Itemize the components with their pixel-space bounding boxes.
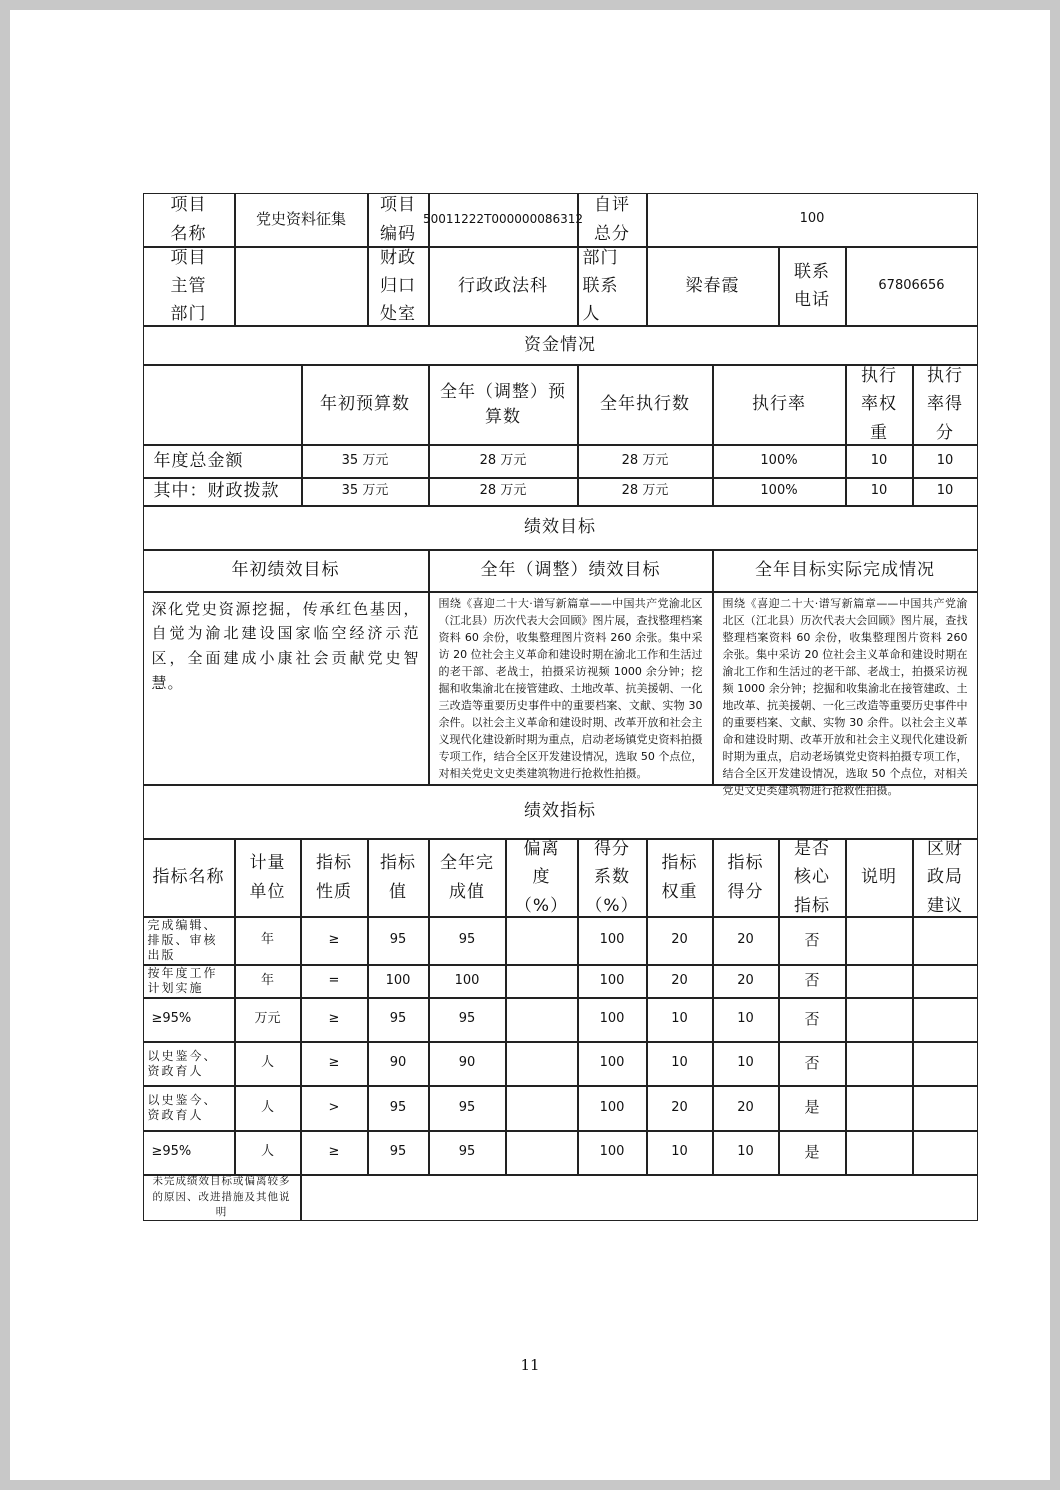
funds-header-initial-budget: 年初预算数 [302,365,429,445]
goal-actual-text: 围绕《喜迎二十大·谱写新篇章——中国共产党渝北区（江北县）历次代表大会回顾》图片展，查找整理档案资料 60 余份，收集整理图片资料 260 余张。集中采访 20 位社会主义革命和建设时期在渝北工作和生活过的老干部、老战士，拍摄采访视频 1000 余分钟；挖掘和收集渝北在接管建政、土地改革、抗美援朝、一化三改造等重要历史事件中的重要档案、文献、实物 30 余件。以社会主义革命和建设时期、改革开放和社会主义现代化建设新时期为重点，启动老场镇党史资料拍摄专项工作，结合全区开发建设情况，选取 50 个点位，对相关党史文史类建筑物进行抢救性拍摄。 [713,592,978,785]
ind-row-3-nature: ≥ [301,998,368,1042]
ind-row-2-score: 20 [713,965,779,998]
goal-adjusted-text: 围绕《喜迎二十大·谱写新篇章——中国共产党渝北区（江北县）历次代表大会回顾》图片展，查找整理档案资料 60 余份，收集整理图片资料 260 余张。集中采访 20 位社会主义革命和建设时期在渝北工作和生活过的老干部、老战士，拍摄采访视频 1000 余分钟；挖掘和收集渝北在接管建政、土地改革、抗美援朝、一化三改造等重要历史事件中的重要档案、文献、实物 30 余件。以社会主义革命和建设时期、改革开放和社会主义现代化建设新时期为重点，启动老场镇党史资料拍摄专项工作，结合全区开发建设情况，选取 50 个点位，对相关党史文史类建筑物进行抢救性拍摄。 [429,592,713,785]
funds-fiscal-adjusted: 28 万元 [429,478,578,506]
goals-section-title: 绩效目标 [143,506,978,550]
funds-header-executed: 全年执行数 [578,365,713,445]
funds-row-total-label: 年度总金额 [143,445,302,478]
ind-row-3-target: 95 [368,998,429,1042]
ind-row-5-core: 是 [779,1086,846,1131]
ind-row-3-name: ≥95% [143,998,235,1042]
page-number: 11 [520,1356,540,1374]
contact-label: 部门 联系 人 [578,247,647,326]
ind-row-2-name: 按年度工作计划实施 [143,965,235,998]
project-code-label: 项目 编码 [368,193,429,247]
ind-header-bureau: 区财 政局 建议 [913,839,978,917]
ind-row-3-coefficient: 100 [578,998,647,1042]
document-page [10,10,1050,1480]
goals-header-adjusted: 全年（调整）绩效目标 [429,550,713,592]
ind-row-3-weight: 10 [647,998,713,1042]
ind-row-4-deviation [506,1042,578,1086]
ind-row-1-core: 否 [779,917,846,965]
ind-row-4-nature: ≥ [301,1042,368,1086]
funds-total-score: 10 [913,445,978,478]
ind-row-4-bureau [913,1042,978,1086]
funds-fiscal-score: 10 [913,478,978,506]
ind-row-2-deviation [506,965,578,998]
ind-row-3-score: 10 [713,998,779,1042]
ind-row-5-weight: 20 [647,1086,713,1131]
funds-header-adjusted-budget: 全年（调整）预 算数 [429,365,578,445]
ind-header-core: 是否 核心 指标 [779,839,846,917]
goals-header-initial: 年初绩效目标 [143,550,429,592]
goals-header-actual: 全年目标实际完成情况 [713,550,978,592]
ind-row-3-completed: 95 [429,998,506,1042]
ind-row-2-note [846,965,913,998]
ind-row-6-nature: ≥ [301,1131,368,1175]
project-name-label: 项目 名称 [143,193,235,247]
contact-person: 梁春霞 [647,247,779,326]
ind-row-5-completed: 95 [429,1086,506,1131]
ind-row-1-weight: 20 [647,917,713,965]
ind-row-2-completed: 100 [429,965,506,998]
self-score-label: 自评 总分 [578,193,647,247]
ind-row-2-unit: 年 [235,965,301,998]
ind-row-6-score: 10 [713,1131,779,1175]
ind-row-1-score: 20 [713,917,779,965]
ind-row-6-name: ≥95% [143,1131,235,1175]
ind-row-4-note [846,1042,913,1086]
funds-fiscal-weight: 10 [846,478,913,506]
ind-row-2-bureau [913,965,978,998]
funds-header-rate-weight: 执行 率权 重 [846,365,913,445]
ind-row-6-completed: 95 [429,1131,506,1175]
ind-row-2-core: 否 [779,965,846,998]
ind-row-6-unit: 人 [235,1131,301,1175]
funds-section-title: 资金情况 [143,326,978,365]
ind-row-4-coefficient: 100 [578,1042,647,1086]
ind-row-4-weight: 10 [647,1042,713,1086]
funds-header-rate-score: 执行 率得 分 [913,365,978,445]
ind-row-5-target: 95 [368,1086,429,1131]
ind-row-6-bureau [913,1131,978,1175]
ind-row-3-note [846,998,913,1042]
funds-total-weight: 10 [846,445,913,478]
ind-row-3-unit: 万元 [235,998,301,1042]
ind-header-completed: 全年完 成值 [429,839,506,917]
ind-row-1-deviation [506,917,578,965]
finance-office: 行政政法科 [429,247,578,326]
phone-label: 联系 电话 [779,247,846,326]
ind-row-6-core: 是 [779,1131,846,1175]
notes-value [301,1175,978,1221]
ind-row-6-deviation [506,1131,578,1175]
ind-row-5-nature: > [301,1086,368,1131]
dept-label: 项目 主管 部门 [143,247,235,326]
ind-row-4-target: 90 [368,1042,429,1086]
funds-fiscal-rate: 100% [713,478,846,506]
ind-header-weight: 指标 权重 [647,839,713,917]
ind-row-5-name: 以史鉴今、资政育人 [143,1086,235,1131]
ind-row-4-name: 以史鉴今、资政育人 [143,1042,235,1086]
ind-row-1-note [846,917,913,965]
ind-row-3-deviation [506,998,578,1042]
self-evaluation-table [143,193,978,1221]
ind-header-unit: 计量 单位 [235,839,301,917]
ind-row-6-coefficient: 100 [578,1131,647,1175]
ind-row-5-coefficient: 100 [578,1086,647,1131]
goal-initial-text: 深化党史资源挖掘，传承红色基因，自觉为渝北建设国家临空经济示范区，全面建成小康社会贡献党史智慧。 [143,592,429,785]
ind-row-2-weight: 20 [647,965,713,998]
ind-row-2-coefficient: 100 [578,965,647,998]
ind-row-4-completed: 90 [429,1042,506,1086]
self-score: 100 [647,193,978,247]
ind-header-note: 说明 [846,839,913,917]
funds-row-fiscal-label: 其中：财政拨款 [143,478,302,506]
ind-header-nature: 指标 性质 [301,839,368,917]
ind-row-5-deviation [506,1086,578,1131]
ind-row-1-coefficient: 100 [578,917,647,965]
ind-row-5-note [846,1086,913,1131]
ind-row-1-unit: 年 [235,917,301,965]
ind-row-1-target: 95 [368,917,429,965]
finance-office-label: 财政 归口 处室 [368,247,429,326]
funds-fiscal-initial: 35 万元 [302,478,429,506]
ind-header-target: 指标 值 [368,839,429,917]
indicators-section-title: 绩效指标 [143,785,978,839]
ind-header-deviation: 偏离 度 （%） [506,839,578,917]
ind-row-6-weight: 10 [647,1131,713,1175]
ind-row-6-target: 95 [368,1131,429,1175]
ind-row-4-core: 否 [779,1042,846,1086]
ind-row-5-bureau [913,1086,978,1131]
ind-row-2-nature: = [301,965,368,998]
ind-row-1-completed: 95 [429,917,506,965]
ind-row-5-unit: 人 [235,1086,301,1131]
phone-number: 67806656 [846,247,978,326]
ind-header-score: 指标 得分 [713,839,779,917]
notes-label: 未完成绩效目标或偏离较多的原因、改进措施及其他说明 [143,1175,301,1221]
ind-row-3-core: 否 [779,998,846,1042]
funds-total-initial: 35 万元 [302,445,429,478]
funds-total-rate: 100% [713,445,846,478]
ind-row-1-name: 完成编辑、排版、审核出版 [143,917,235,965]
ind-row-6-note [846,1131,913,1175]
ind-row-4-score: 10 [713,1042,779,1086]
ind-row-3-bureau [913,998,978,1042]
ind-row-2-target: 100 [368,965,429,998]
dept-value [235,247,368,326]
funds-fiscal-executed: 28 万元 [578,478,713,506]
ind-row-5-score: 20 [713,1086,779,1131]
ind-header-coefficient: 得分 系数 （%） [578,839,647,917]
funds-header-blank [143,365,302,445]
ind-row-1-nature: ≥ [301,917,368,965]
funds-total-adjusted: 28 万元 [429,445,578,478]
ind-row-4-unit: 人 [235,1042,301,1086]
ind-row-1-bureau [913,917,978,965]
project-name: 党史资料征集 [235,193,368,247]
ind-header-name: 指标名称 [143,839,235,917]
funds-header-exec-rate: 执行率 [713,365,846,445]
funds-total-executed: 28 万元 [578,445,713,478]
project-code: 50011222T000000086312 [429,193,578,247]
